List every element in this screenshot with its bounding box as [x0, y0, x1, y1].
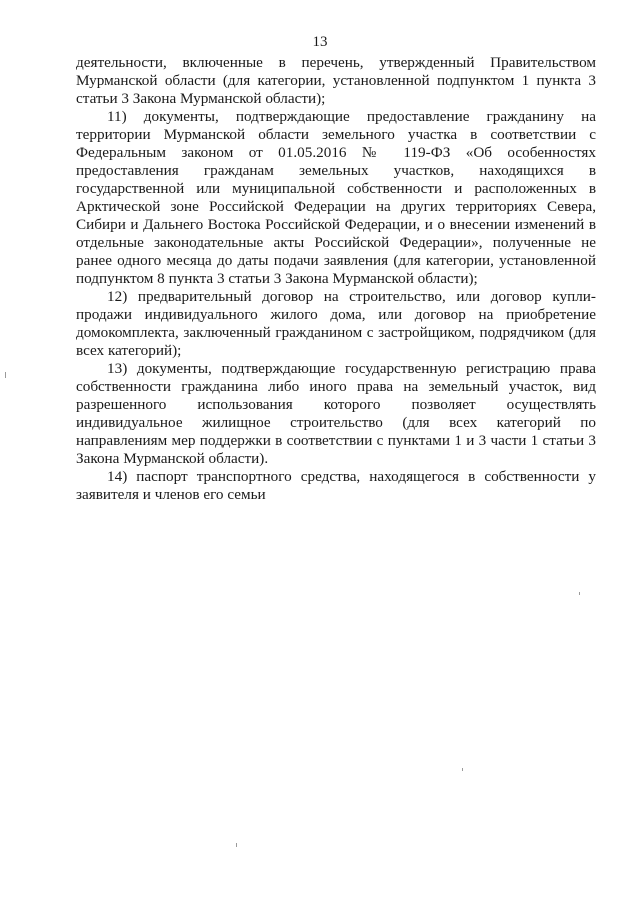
scan-speck — [236, 843, 237, 847]
paragraph-item-12: 12) предварительный договор на строительство, или договор купли-продажи индивидуального жилого дома, или договор на приобретение домокомплекта, заключенный гражданином с застройщиком, подрядчиком (для всех категорий); — [76, 288, 596, 359]
scan-speck — [5, 372, 6, 378]
document-body — [76, 54, 596, 504]
page-number: 13 — [312, 34, 328, 50]
paragraph-item-13: 13) документы, подтверждающие государственную регистрацию права собственности гражданина либо иного права на земельный участок, вид разрешенного использования которого позволяет осуществлять индивидуальное жилищное строительство (для всех категорий по направлениям мер поддержки в соответствии с пунктами 1 и 3 части 1 статьи 3 Закона Мурманской области). — [76, 360, 596, 467]
paragraph-continuation: деятельности, включенные в перечень, утвержденный Правительством Мурманской области (для категории, установленной подпунктом 1 пункта 3 статьи 3 Закона Мурманской области); — [76, 54, 596, 107]
paragraph-item-11: 11) документы, подтверждающие предоставление гражданину на территории Мурманской области земельного участка в соответствии с Федеральным законом от 01.05.2016 № 119-ФЗ «Об особенностях предоставления гражданам земельных участков, находящихся в государственной или муниципальной собственности и расположенных в Арктической зоне Российской Федерации на других территориях Севера, Сибири и Дальнего Востока Российской Федерации, и о внесении изменений в отдельные законодательные акты Российской Федерации», полученные не ранее одного месяца до даты подачи заявления (для категории, установленной подпунктом 8 пункта 3 статьи 3 Закона Мурманской области); — [76, 108, 596, 287]
scan-speck — [579, 592, 580, 595]
scan-speck — [462, 768, 463, 771]
paragraph-item-14: 14) паспорт транспортного средства, находящегося в собственности у заявителя и членов его семьи — [76, 468, 596, 503]
